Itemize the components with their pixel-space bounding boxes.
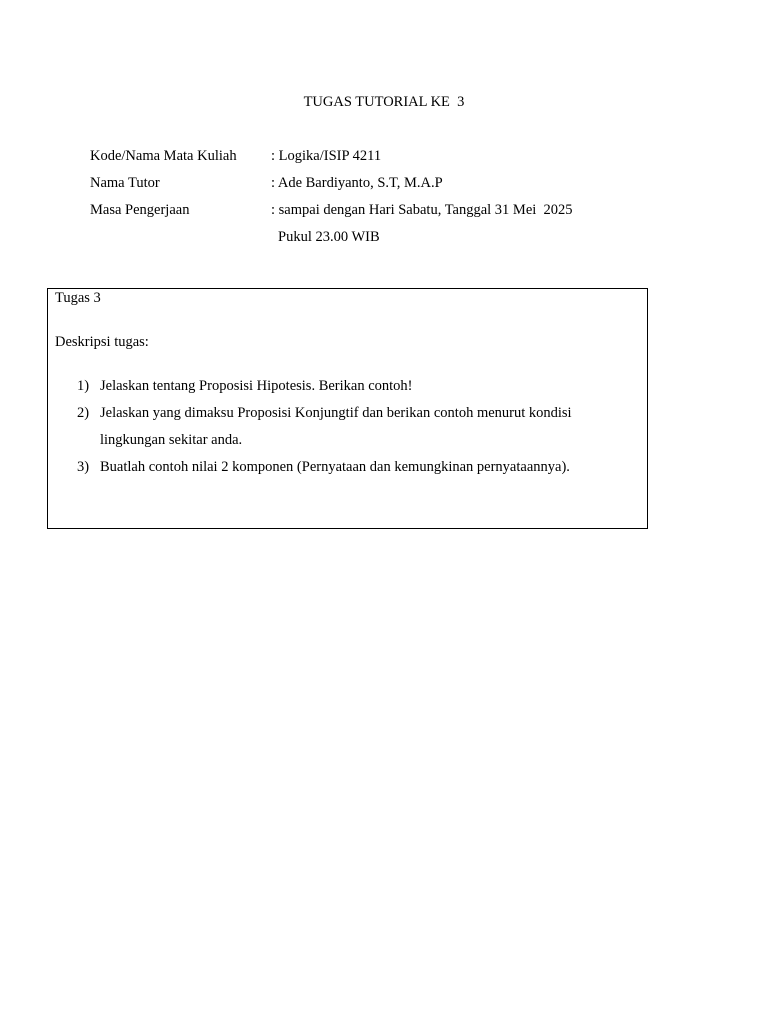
task-item — [77, 400, 637, 454]
info-value: : Ade Bardiyanto, S.T, M.A.P — [271, 175, 443, 191]
task-number: 1) — [77, 378, 90, 394]
info-row-period — [90, 197, 650, 224]
info-label: Nama Tutor — [90, 175, 160, 191]
task-box — [47, 288, 648, 529]
task-description-label: Deskripsi tugas: — [55, 334, 149, 350]
task-item — [77, 373, 637, 400]
info-row-tutor — [90, 170, 650, 197]
task-number: 2) — [77, 405, 90, 421]
info-value: : Logika/ISIP 4211 — [271, 148, 382, 164]
task-number: 3) — [77, 459, 90, 475]
document-title: TUGAS TUTORIAL KE 3 — [303, 94, 465, 110]
task-heading: Tugas 3 — [55, 290, 101, 306]
task-list — [77, 373, 637, 481]
deadline-time-text: Pukul 23.00 WIB — [278, 229, 380, 245]
info-label: Masa Pengerjaan — [90, 202, 190, 218]
task-text: Jelaskan tentang Proposisi Hipotesis. Berikan contoh! — [100, 378, 413, 394]
task-text: Buatlah contoh nilai 2 komponen (Pernyataan dan kemungkinan pernyataannya). — [100, 459, 570, 475]
task-text: Jelaskan yang dimaksu Proposisi Konjungtif dan berikan contoh menurut kondisi lingkungan sekitar anda. — [100, 405, 572, 448]
course-info-table — [90, 143, 650, 251]
info-label: Kode/Nama Mata Kuliah — [90, 148, 237, 164]
info-row-deadline-time — [90, 224, 650, 251]
task-item — [77, 454, 637, 481]
info-row-course — [90, 143, 650, 170]
info-value: : sampai dengan Hari Sabatu, Tanggal 31 Mei 2025 — [271, 202, 573, 218]
